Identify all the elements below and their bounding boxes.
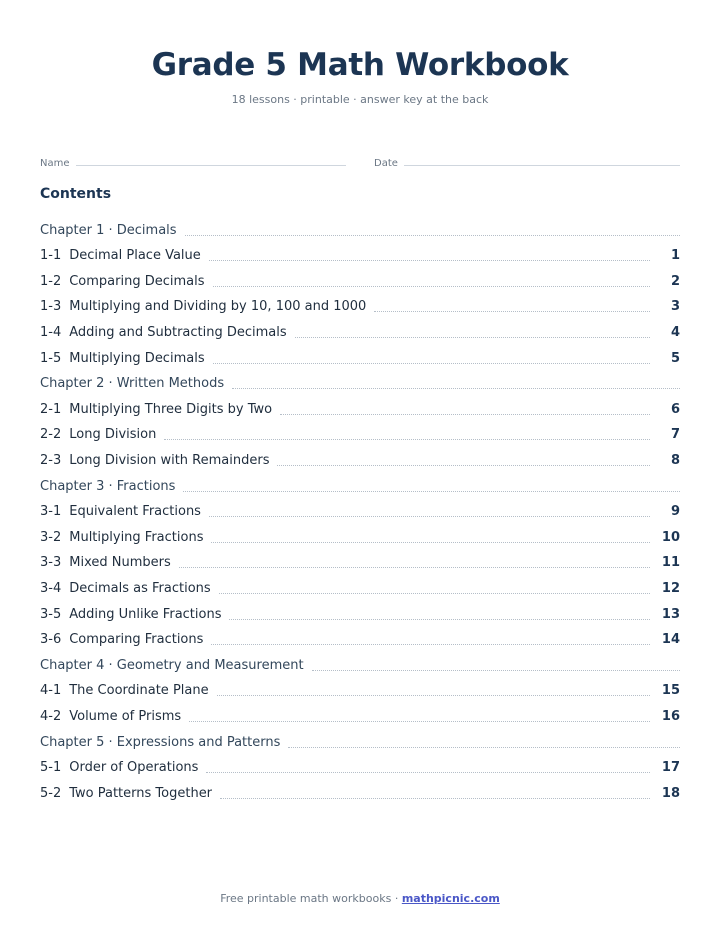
page-number: 9 — [670, 504, 680, 520]
lesson-number: 3-6 — [40, 632, 62, 648]
chapter-title: Chapter 2 · Written Methods — [40, 376, 225, 392]
toc-chapter-row — [40, 654, 680, 676]
lesson-title: Adding Unlike Fractions — [69, 606, 222, 622]
dot-leader — [209, 516, 650, 517]
toc-lesson-row[interactable] — [40, 782, 680, 804]
dot-leader — [374, 311, 650, 312]
page-subtitle: 18 lessons · printable · answer key at the back — [231, 93, 489, 106]
dot-leader — [280, 414, 650, 415]
dot-leader — [185, 235, 680, 236]
lesson-number: 1-4 — [40, 324, 62, 340]
lesson-title: Comparing Decimals — [69, 273, 205, 289]
lesson-number: 3-1 — [40, 504, 62, 520]
lesson-number: 4-1 — [40, 683, 62, 699]
lesson-title: Order of Operations — [69, 760, 199, 776]
page-number: 13 — [661, 606, 680, 622]
toc-lesson — [40, 632, 203, 647]
toc-lesson-row[interactable] — [40, 757, 680, 779]
toc-lesson-row[interactable] — [40, 424, 680, 446]
lesson-number: 1-5 — [40, 350, 62, 366]
toc-lesson-row[interactable] — [40, 603, 680, 625]
page-number: 3 — [670, 299, 680, 315]
dot-leader — [179, 567, 650, 568]
lesson-number: 5-1 — [40, 760, 62, 776]
toc-lesson — [40, 555, 171, 570]
toc-lesson-row[interactable] — [40, 245, 680, 267]
date-label: Date — [374, 158, 398, 169]
dot-leader — [183, 491, 680, 492]
toc-lesson-row[interactable] — [40, 526, 680, 548]
lesson-title: Mixed Numbers — [69, 555, 171, 571]
lesson-number: 1-1 — [40, 248, 62, 264]
page-number: 15 — [661, 683, 680, 699]
lesson-number: 1-3 — [40, 299, 62, 315]
toc-lesson — [40, 351, 205, 366]
date-field[interactable] — [404, 165, 680, 166]
lesson-title: Multiplying Decimals — [69, 350, 205, 366]
dot-leader — [220, 798, 650, 799]
toc-lesson-row[interactable] — [40, 577, 680, 599]
page-number: 11 — [661, 555, 680, 571]
dot-leader — [277, 465, 650, 466]
toc-lesson — [40, 607, 221, 622]
toc-lesson-row[interactable] — [40, 321, 680, 343]
toc-lesson-row[interactable] — [40, 347, 680, 369]
dot-leader — [211, 644, 650, 645]
dot-leader — [217, 695, 650, 696]
toc-lesson — [40, 581, 211, 596]
toc-lesson — [40, 709, 181, 724]
lesson-number: 3-4 — [40, 580, 62, 596]
lesson-title: Equivalent Fractions — [69, 504, 201, 520]
lesson-number: 3-2 — [40, 529, 62, 545]
lesson-number: 2-1 — [40, 401, 62, 417]
lesson-title: Multiplying and Dividing by 10, 100 and 1000 — [69, 299, 367, 315]
lesson-title: Two Patterns Together — [69, 785, 213, 801]
toc-chapter-row — [40, 475, 680, 497]
name-label: Name — [40, 158, 70, 169]
lesson-title: Long Division with Remainders — [69, 452, 270, 468]
toc-lesson — [40, 248, 201, 263]
toc-lesson — [40, 760, 198, 775]
footer-text: Free printable math workbooks · — [220, 892, 402, 905]
toc-chapter-row — [40, 219, 680, 241]
dot-leader — [219, 593, 650, 594]
toc-lesson-row[interactable] — [40, 501, 680, 523]
dot-leader — [232, 388, 680, 389]
dot-leader — [211, 542, 650, 543]
page-number: 16 — [661, 708, 680, 724]
name-field[interactable] — [76, 165, 346, 166]
dot-leader — [213, 363, 650, 364]
lesson-title: Volume of Prisms — [69, 708, 182, 724]
lesson-number: 2-2 — [40, 427, 62, 443]
dot-leader — [213, 286, 650, 287]
toc-lesson — [40, 453, 269, 468]
chapter-title: Chapter 3 · Fractions — [40, 478, 176, 494]
page-title: Grade 5 Math Workbook — [151, 47, 569, 83]
page-number: 4 — [670, 324, 680, 340]
toc-lesson — [40, 427, 156, 442]
dot-leader — [295, 337, 650, 338]
page-number: 5 — [670, 350, 680, 366]
lesson-title: Long Division — [69, 427, 157, 443]
lesson-number: 2-3 — [40, 452, 62, 468]
toc-lesson-row[interactable] — [40, 629, 680, 651]
page-number: 14 — [661, 632, 680, 648]
toc-chapter-row — [40, 731, 680, 753]
page-number: 6 — [670, 401, 680, 417]
dot-leader — [206, 772, 650, 773]
toc-lesson — [40, 299, 366, 314]
toc-lesson — [40, 504, 201, 519]
toc-lesson-row[interactable] — [40, 680, 680, 702]
lesson-title: Decimals as Fractions — [69, 580, 211, 596]
dot-leader — [312, 670, 680, 671]
page-number: 17 — [661, 760, 680, 776]
toc-lesson — [40, 530, 203, 545]
page-number: 12 — [661, 580, 680, 596]
toc-lesson-row[interactable] — [40, 398, 680, 420]
page-number: 2 — [670, 273, 680, 289]
toc-lesson — [40, 683, 209, 698]
name-date-fields — [40, 158, 680, 172]
dot-leader — [164, 439, 650, 440]
toc-lesson — [40, 274, 205, 289]
lesson-number: 3-3 — [40, 555, 62, 571]
dot-leader — [288, 747, 680, 748]
dot-leader — [209, 260, 650, 261]
toc-lesson-row[interactable] — [40, 296, 680, 318]
toc-lesson — [40, 786, 212, 801]
lesson-number: 3-5 — [40, 606, 62, 622]
toc-lesson — [40, 325, 287, 340]
toc-lesson — [40, 402, 272, 417]
footer-link[interactable]: mathpicnic.com — [401, 892, 500, 905]
lesson-number: 1-2 — [40, 273, 62, 289]
page-number: 8 — [670, 452, 680, 468]
lesson-title: Comparing Fractions — [69, 632, 204, 648]
chapter-title: Chapter 5 · Expressions and Patterns — [40, 734, 281, 750]
toc-lesson-row[interactable] — [40, 552, 680, 574]
lesson-number: 5-2 — [40, 785, 62, 801]
lesson-title: Adding and Subtracting Decimals — [69, 324, 287, 340]
contents-heading: Contents — [40, 186, 112, 202]
lesson-title: The Coordinate Plane — [69, 683, 209, 699]
chapter-title: Chapter 1 · Decimals — [40, 222, 177, 238]
page-number: 18 — [661, 785, 680, 801]
lesson-number: 4-2 — [40, 708, 62, 724]
toc-lesson-row[interactable] — [40, 270, 680, 292]
toc-lesson-row[interactable] — [40, 705, 680, 727]
page-number: 1 — [670, 248, 680, 264]
lesson-title: Multiplying Fractions — [69, 529, 204, 545]
toc-lesson-row[interactable] — [40, 449, 680, 471]
dot-leader — [229, 619, 650, 620]
footer — [0, 892, 720, 905]
lesson-title: Multiplying Three Digits by Two — [69, 401, 273, 417]
dot-leader — [189, 721, 650, 722]
page-number: 10 — [661, 529, 680, 545]
lesson-title: Decimal Place Value — [69, 248, 201, 264]
chapter-title: Chapter 4 · Geometry and Measurement — [40, 657, 304, 673]
page-number: 7 — [670, 427, 680, 443]
toc-chapter-row — [40, 373, 680, 395]
